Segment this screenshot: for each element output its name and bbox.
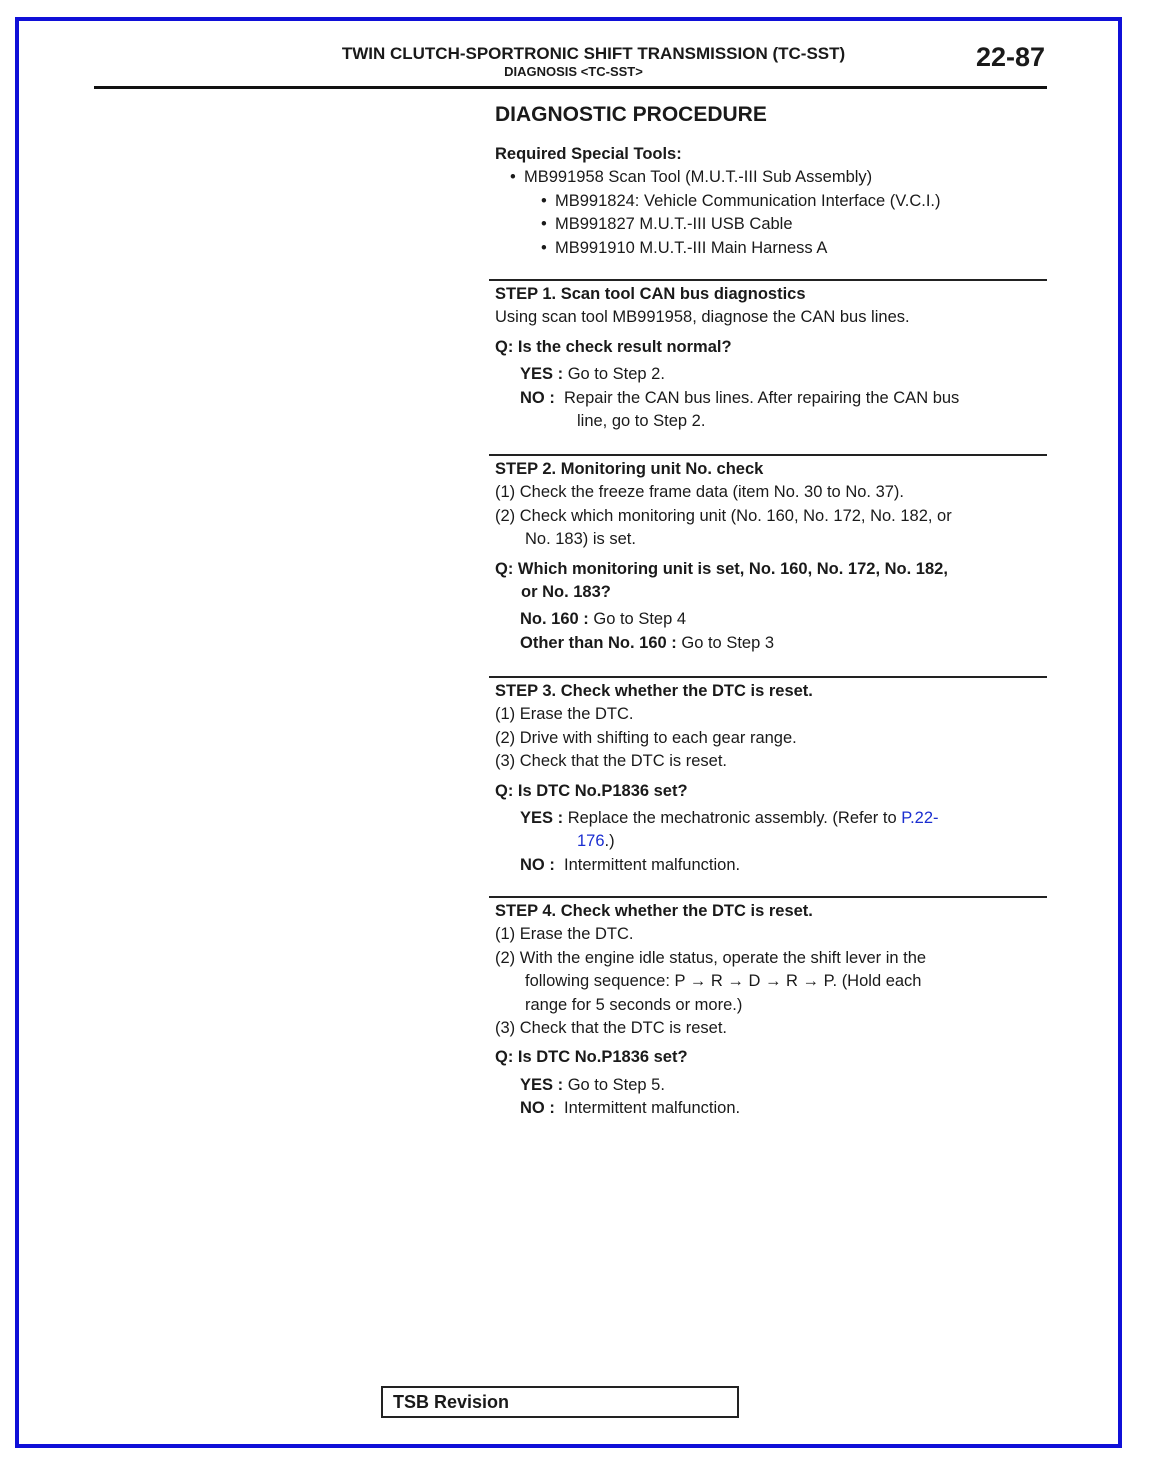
- no-text-cont: line, go to Step 2.: [577, 412, 706, 431]
- step-4-yes: [495, 1074, 1047, 1097]
- step-4-item-1: (1) Erase the DTC.: [495, 925, 634, 944]
- no-label: NO :: [520, 855, 555, 874]
- yes-tail: .): [604, 832, 615, 851]
- tsb-revision-box: TSB Revision: [381, 1386, 739, 1418]
- no-label: NO :: [520, 1099, 555, 1118]
- step-1-yes: [495, 363, 1047, 386]
- yes-label: YES :: [520, 1075, 564, 1094]
- header-subtitle: DIAGNOSIS <TC-SST>: [504, 64, 643, 79]
- reference-link-cont[interactable]: 176: [577, 832, 605, 851]
- yes-label: YES :: [520, 365, 564, 384]
- yes-text: Go to Step 2.: [567, 365, 665, 384]
- step-3-no: [495, 854, 1047, 877]
- yes-label: YES :: [520, 809, 564, 828]
- yes-text: Go to Step 5.: [567, 1075, 665, 1094]
- item-text-cont: following sequence: P → R → D → R → P. (Hold each: [525, 972, 922, 991]
- item-text-cont: range for 5 seconds or more.): [525, 995, 743, 1014]
- answer-label: Other than No. 160 :: [520, 633, 677, 652]
- answer-text: Go to Step 3: [681, 633, 775, 652]
- step-3-yes: [495, 807, 1047, 854]
- step-2: [489, 454, 1047, 655]
- no-text: Intermittent malfunction.: [564, 855, 741, 874]
- yes-text: Replace the mechatronic assembly. (Refer to: [567, 809, 902, 828]
- question-text: Q: Which monitoring unit is set, No. 160, No. 172, No. 182,: [495, 559, 948, 578]
- no-text: Intermittent malfunction.: [564, 1099, 741, 1118]
- step-4-item-2: [495, 947, 1047, 1017]
- step-2-answer-2: [495, 632, 1047, 655]
- no-label: NO :: [520, 388, 555, 407]
- step-2-item-2: [495, 505, 1047, 552]
- answer-label: No. 160 :: [520, 610, 589, 629]
- step-2-item-1: (1) Check the freeze frame data (item No. 30 to No. 37).: [495, 483, 905, 502]
- no-text: Repair the CAN bus lines. After repairing the CAN bus: [564, 388, 960, 407]
- tool-item: • MB991827 M.U.T.-III USB Cable: [495, 213, 1045, 236]
- reference-link[interactable]: P.22-: [901, 809, 939, 828]
- step-1-question: Q: Is the check result normal?: [495, 337, 732, 356]
- step-2-answer-1: [495, 608, 1047, 631]
- step-1-no: [495, 387, 1047, 434]
- step-4: [489, 896, 1047, 1121]
- step-1-title: STEP 1. Scan tool CAN bus diagnostics: [495, 285, 806, 303]
- step-4-no: [495, 1097, 1047, 1120]
- step-3-item-2: (2) Drive with shifting to each gear range.: [495, 728, 797, 747]
- step-4-item-3: (3) Check that the DTC is reset.: [495, 1019, 727, 1038]
- header-title: TWIN CLUTCH-SPORTRONIC SHIFT TRANSMISSION (TC-SST): [341, 44, 846, 63]
- header-rule: [94, 86, 1047, 89]
- special-tools: [495, 143, 1045, 260]
- page-number: 22-87: [975, 42, 1045, 72]
- step-3: [489, 676, 1047, 877]
- step-4-title: STEP 4. Check whether the DTC is reset.: [495, 902, 813, 920]
- step-1-text: Using scan tool MB991958, diagnose the CAN bus lines.: [495, 308, 910, 327]
- item-text: (2) With the engine idle status, operate the shift lever in the: [495, 948, 927, 967]
- item-text: (2) Check which monitoring unit (No. 160, No. 172, No. 182, or: [495, 506, 952, 525]
- tool-item: • MB991910 M.U.T.-III Main Harness A: [495, 237, 1045, 260]
- tool-item: • MB991958 Scan Tool (M.U.T.-III Sub Assembly): [495, 166, 1045, 189]
- tool-item: • MB991824: Vehicle Communication Interface (V.C.I.): [495, 190, 1045, 213]
- step-4-question: Q: Is DTC No.P1836 set?: [495, 1048, 688, 1067]
- answer-text: Go to Step 4: [593, 610, 687, 629]
- tools-label: Required Special Tools:: [495, 145, 682, 163]
- step-1: [489, 279, 1047, 433]
- step-3-item-1: (1) Erase the DTC.: [495, 705, 634, 724]
- step-3-item-3: (3) Check that the DTC is reset.: [495, 752, 727, 771]
- step-2-title: STEP 2. Monitoring unit No. check: [495, 460, 764, 478]
- question-text-cont: or No. 183?: [521, 583, 611, 602]
- step-3-title: STEP 3. Check whether the DTC is reset.: [495, 682, 813, 700]
- header-title-block: [0, 44, 1147, 79]
- step-2-question: [495, 558, 1047, 605]
- step-3-question: Q: Is DTC No.P1836 set?: [495, 781, 688, 800]
- procedure-heading: DIAGNOSTIC PROCEDURE: [495, 103, 767, 126]
- item-text-cont: No. 183) is set.: [525, 530, 636, 549]
